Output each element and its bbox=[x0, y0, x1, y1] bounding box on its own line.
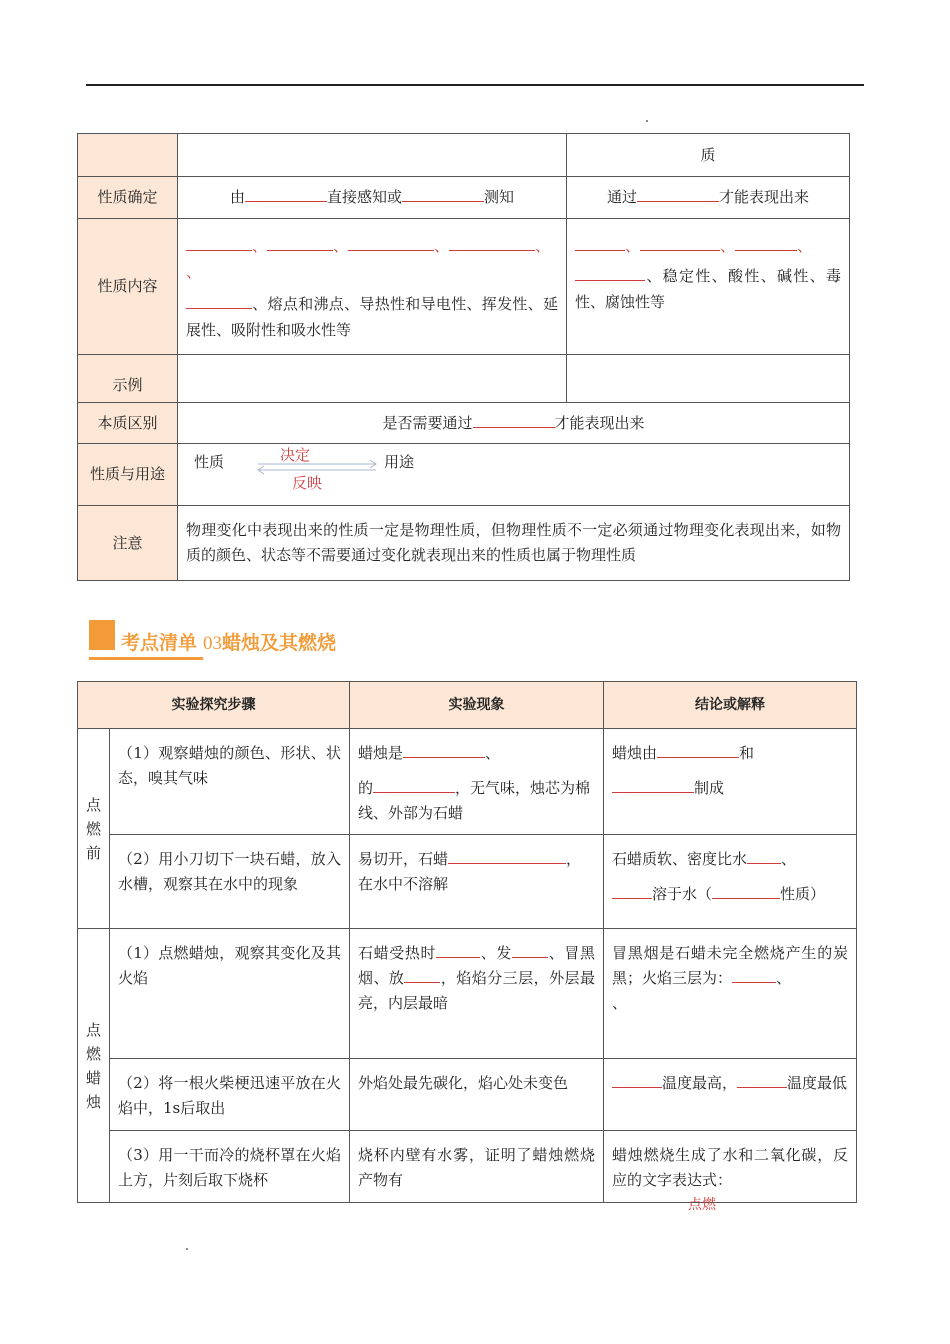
phenomenon-cell: 烧杯内壁有水雾，证明了蜡烛燃烧产物有 bbox=[350, 1131, 604, 1203]
property-determination-right bbox=[567, 177, 850, 219]
text: 、冒黑烟、放 bbox=[358, 944, 595, 987]
reflect-label: 反映 bbox=[292, 474, 323, 492]
table-row bbox=[78, 835, 857, 929]
column-header: 结论或解释 bbox=[604, 682, 857, 729]
row-label: 本质区别 bbox=[78, 403, 178, 444]
group-label-text: 点燃蜡烛 bbox=[85, 1020, 101, 1111]
content-line bbox=[575, 263, 841, 315]
section-title-text: 考点清单 bbox=[121, 632, 198, 654]
text: 蜡烛是 bbox=[358, 744, 404, 762]
example-right bbox=[567, 355, 850, 403]
conclusion-cell bbox=[604, 835, 857, 929]
fill-blank[interactable] bbox=[657, 743, 739, 758]
conclusion-cell bbox=[604, 729, 857, 835]
fill-blank[interactable] bbox=[403, 743, 485, 758]
text: 易切开，石蜡 bbox=[358, 850, 449, 868]
step-cell: （1）观察蜡烛的颜色、形状、状态，嗅其气味 bbox=[110, 729, 350, 835]
properties-table bbox=[77, 133, 850, 581]
section-underline bbox=[89, 657, 203, 660]
text: 、熔点和沸点、导热性和导电性、挥发性、延展性、吸附性和吸水性等 bbox=[186, 295, 558, 339]
text: ，在水中不溶解 bbox=[358, 850, 582, 893]
separator: 、 bbox=[625, 237, 641, 255]
text: 才能表现出来 bbox=[719, 188, 810, 206]
text: 、 bbox=[612, 994, 628, 1012]
header-left-cell bbox=[178, 134, 567, 177]
fill-blank[interactable] bbox=[612, 1073, 662, 1088]
step-cell: （1）点燃蜡烛，观察其变化及其火焰 bbox=[110, 929, 350, 1059]
text: 温度最高， bbox=[662, 1074, 738, 1092]
text: 由 bbox=[229, 188, 245, 206]
conclusion-line bbox=[612, 741, 848, 766]
separator: 、 bbox=[535, 237, 551, 255]
note-text: 物理变化中表现出来的性质一定是物理性质，但物理性质不一定必须通过物理变化表现出来，如物质的颜色、状态等不需要通过变化就表现出来的性质也属于物理性质 bbox=[178, 506, 850, 581]
fill-blank[interactable] bbox=[575, 236, 625, 251]
ignite-condition-label: 点燃 bbox=[688, 1197, 716, 1213]
fill-blank[interactable] bbox=[637, 187, 719, 202]
fill-blank[interactable] bbox=[404, 968, 440, 983]
top-rule bbox=[86, 84, 864, 86]
section-title bbox=[121, 628, 336, 655]
fill-blank[interactable] bbox=[186, 294, 252, 309]
text: 性质） bbox=[780, 885, 826, 903]
fill-blank[interactable] bbox=[473, 413, 555, 428]
blanks-line bbox=[186, 259, 558, 285]
text: 才能表现出来 bbox=[554, 413, 645, 432]
decide-label: 决定 bbox=[280, 446, 311, 464]
essential-difference bbox=[178, 403, 850, 444]
text: 冒黑烟是石蜡未完全燃烧产生的炭黑；火焰三层为： bbox=[612, 944, 848, 987]
table-row bbox=[78, 355, 850, 403]
table-row bbox=[78, 219, 850, 355]
text: 、稳定性、酸性、碱性、毒性、腐蚀性等 bbox=[575, 267, 841, 311]
table-row bbox=[78, 729, 857, 835]
header-empty-cell bbox=[78, 134, 178, 177]
conclusion-line bbox=[612, 882, 848, 907]
fill-blank[interactable] bbox=[612, 778, 694, 793]
fill-blank[interactable] bbox=[712, 884, 780, 899]
conclusion-cell: 蜡烛燃烧生成了水和二氧化碳，反应的文字表达式： bbox=[604, 1131, 857, 1203]
conclusion-cell bbox=[604, 1059, 857, 1131]
text: 测知 bbox=[484, 188, 515, 206]
column-header: 实验探究步骤 bbox=[78, 682, 350, 729]
fill-blank[interactable] bbox=[373, 778, 455, 793]
fill-blank[interactable] bbox=[267, 236, 333, 251]
text: 通过 bbox=[606, 188, 637, 206]
fill-blank[interactable] bbox=[747, 849, 781, 864]
separator: 、 bbox=[252, 237, 268, 255]
phenomenon-cell bbox=[350, 835, 604, 929]
row-label: 性质确定 bbox=[78, 177, 178, 219]
phenomenon-line bbox=[358, 776, 595, 826]
text: 制成 bbox=[694, 779, 725, 797]
text: 、 bbox=[781, 850, 797, 868]
header-right-cell: 质 bbox=[567, 134, 850, 177]
use-text: 用途 bbox=[384, 453, 415, 471]
group-label bbox=[78, 729, 110, 929]
blanks-line bbox=[575, 233, 841, 259]
row-label: 示例 bbox=[78, 355, 178, 403]
fill-blank[interactable] bbox=[575, 266, 645, 281]
row-label: 性质与用途 bbox=[78, 444, 178, 506]
property-content-left bbox=[178, 219, 567, 355]
phenomenon-cell bbox=[350, 729, 604, 835]
row-label: 注意 bbox=[78, 506, 178, 581]
text: 溶于水（ bbox=[652, 885, 713, 903]
fill-blank[interactable] bbox=[245, 187, 327, 202]
fill-blank[interactable] bbox=[512, 943, 548, 958]
fill-blank[interactable] bbox=[348, 236, 434, 251]
table-row bbox=[78, 506, 850, 581]
text: 、 bbox=[485, 744, 501, 762]
step-cell: （2）将一根火柴梗迅速平放在火焰中，1s后取出 bbox=[110, 1059, 350, 1131]
separator: 、 bbox=[186, 263, 202, 281]
text: 石蜡质软、密度比水 bbox=[612, 850, 748, 868]
fill-blank[interactable] bbox=[402, 187, 484, 202]
example-left bbox=[178, 355, 567, 403]
section-subtitle: 蜡烛及其燃烧 bbox=[222, 632, 337, 654]
separator: 、 bbox=[797, 237, 813, 255]
table-row bbox=[78, 929, 857, 1059]
step-cell: （3）用一干而冷的烧杯罩在火焰上方，片刻后取下烧杯 bbox=[110, 1131, 350, 1203]
fill-blank[interactable] bbox=[735, 236, 797, 251]
table-header-row bbox=[78, 682, 857, 729]
text: 、发 bbox=[480, 944, 513, 962]
property-determination-left bbox=[178, 177, 567, 219]
group-label bbox=[78, 929, 110, 1203]
text: 直接感知或 bbox=[326, 188, 402, 206]
separator: 、 bbox=[333, 237, 349, 255]
property-content-right bbox=[567, 219, 850, 355]
fill-blank[interactable] bbox=[737, 1073, 787, 1088]
stray-dot bbox=[646, 120, 648, 122]
property-text: 性质 bbox=[194, 453, 225, 471]
fill-blank[interactable] bbox=[186, 236, 252, 251]
fill-blank[interactable] bbox=[449, 236, 535, 251]
table-row bbox=[78, 1131, 857, 1203]
table-row bbox=[78, 444, 850, 506]
step-cell: （2）用小刀切下一块石蜡，放入水槽，观察其在水中的现象 bbox=[110, 835, 350, 929]
conclusion-line bbox=[612, 776, 848, 801]
text: 和 bbox=[739, 744, 755, 762]
text: 、 bbox=[776, 969, 792, 987]
conclusion-cell bbox=[604, 929, 857, 1059]
separator: 、 bbox=[434, 237, 450, 255]
group-label-text: 点燃前 bbox=[85, 795, 101, 862]
section-number: 03 bbox=[203, 633, 223, 654]
table-row bbox=[78, 177, 850, 219]
table-row bbox=[78, 1059, 857, 1131]
phenomenon-cell: 外焰处最先碳化，焰心处未变色 bbox=[350, 1059, 604, 1131]
content-line bbox=[186, 291, 558, 343]
phenomenon-line bbox=[358, 741, 595, 766]
stray-dot bbox=[186, 1248, 188, 1250]
fill-blank[interactable] bbox=[612, 884, 652, 899]
text: 石蜡受热时 bbox=[358, 944, 437, 962]
fill-blank[interactable] bbox=[436, 943, 480, 958]
text: 的 bbox=[358, 779, 374, 797]
column-header: 实验现象 bbox=[350, 682, 604, 729]
fill-blank[interactable] bbox=[448, 849, 566, 864]
text: 温度最低 bbox=[787, 1074, 848, 1092]
phenomenon-cell bbox=[350, 929, 604, 1059]
text: 是否需要通过 bbox=[382, 413, 473, 432]
text: ，无气味，烛芯为棉线、外部为石蜡 bbox=[358, 779, 591, 822]
row-label: 性质内容 bbox=[78, 219, 178, 355]
text: 蜡烛由 bbox=[612, 744, 658, 762]
conclusion-line bbox=[612, 847, 848, 872]
fill-blank[interactable] bbox=[640, 236, 720, 251]
table-row bbox=[78, 403, 850, 444]
blanks-line bbox=[186, 233, 558, 259]
text: ，焰焰分三层，外层最亮，内层最暗 bbox=[358, 969, 595, 1012]
separator: 、 bbox=[720, 237, 736, 255]
fill-blank[interactable] bbox=[732, 968, 776, 983]
section-marker bbox=[89, 620, 115, 650]
candle-experiment-table bbox=[77, 681, 857, 1203]
table-row bbox=[78, 134, 850, 177]
